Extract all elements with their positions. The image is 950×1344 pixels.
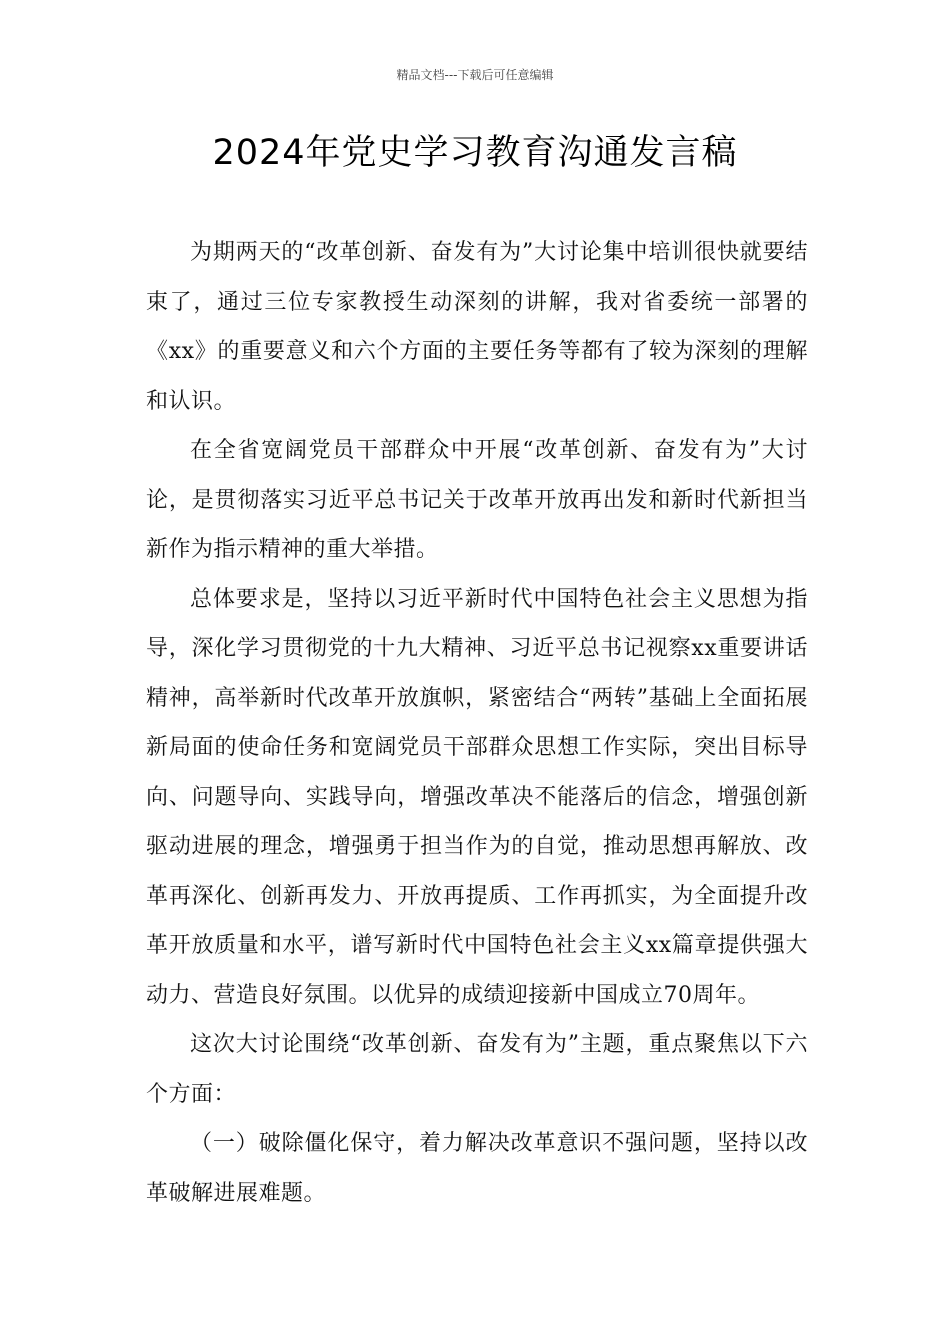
paragraph-3: 总体要求是，坚持以习近平新时代中国特色社会主义思想为指导，深化学习贯彻党的十九大精神、习近平总书记视察xx重要讲话精神，高举新时代改革开放旗帜，紧密结合“两转”基础上全面拓展新局面的使命任务和宽阔党员干部群众思想工作实际，突出目标导向、问题导向、实践导向，增强改革决不能落后的信念，增强创新驱动进展的理念，增强勇于担当作为的自觉，推动思想再解放、改革再深化、创新再发力、开放再提质、工作再抓实，为全面提升改革开放质量和水平，谱写新时代中国特色社会主义xx篇章提供强大动力、营造良好氛围。以优异的成绩迎接新中国成立70周年。 [146, 586, 808, 1008]
paragraph-5: （一）破除僵化保守，着力解决改革意识不强问题，坚持以改革破解进展难题。 [146, 1131, 808, 1206]
paragraph-4: 这次大讨论围绕“改革创新、奋发有为”主题，重点聚焦以下六个方面： [146, 1032, 808, 1107]
page-header: 精品文档---下载后可任意编辑 [396, 68, 554, 82]
paragraph-2: 在全省宽阔党员干部群众中开展“改革创新、奋发有为”大讨论，是贯彻落实习近平总书记关于改革开放再出发和新时代新担当新作为指示精神的重大举措。 [146, 438, 808, 562]
document-body [146, 228, 808, 1218]
paragraph-1: 为期两天的“改革创新、奋发有为”大讨论集中培训很快就要结束了，通过三位专家教授生动深刻的讲解，我对省委统一部署的《xx》的重要意义和六个方面的主要任务等都有了较为深刻的理解和认识。 [146, 240, 808, 414]
document-title: 2024年党史学习教育沟通发言稿 [212, 133, 738, 173]
